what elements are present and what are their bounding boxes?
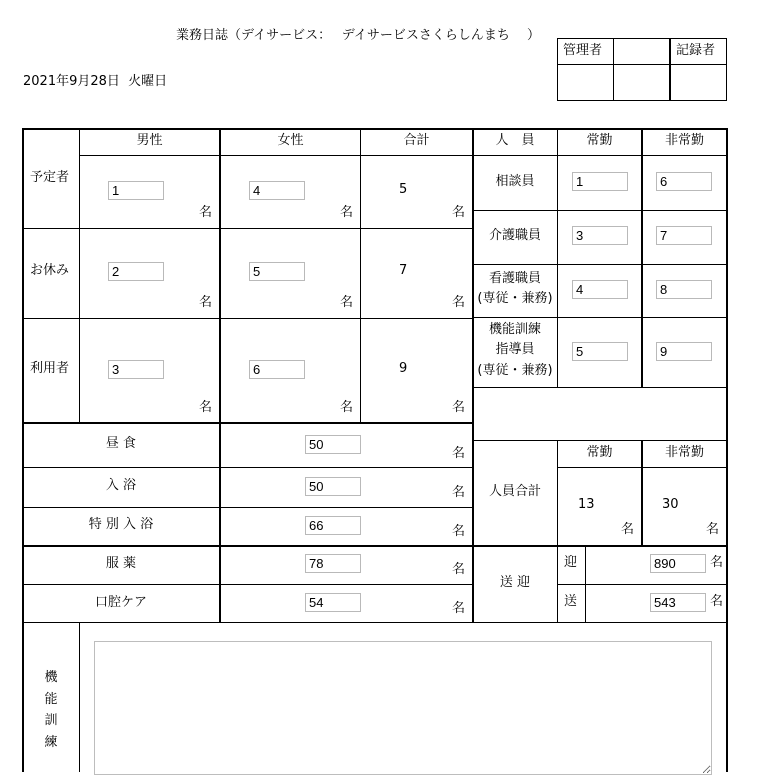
row-label-users: 利用者 <box>30 361 70 376</box>
staff-label-trainer-line3: (専従・兼務) <box>477 363 553 378</box>
staff-label-trainer-line1: 機能訓練 <box>488 322 541 337</box>
row-label-scheduled: 予定者 <box>30 170 70 185</box>
pickup-count-input[interactable] <box>650 554 706 573</box>
counselor-parttime-input[interactable] <box>656 172 712 191</box>
unit-label: 名 <box>340 400 354 415</box>
users-total-value: 9 <box>399 361 408 376</box>
recorder-label: 記録者 <box>676 43 716 58</box>
col-header-total: 合計 <box>403 133 430 148</box>
unit-label: 名 <box>452 562 466 577</box>
caregiver-fulltime-input[interactable] <box>572 226 628 245</box>
unit-label: 名 <box>199 205 213 220</box>
pickup-label: 迎 <box>564 555 578 570</box>
absent-total-value: 7 <box>399 263 408 278</box>
bath-count-input[interactable] <box>305 477 361 496</box>
unit-label: 名 <box>452 524 466 539</box>
service-label-bath: 入 浴 <box>105 478 137 493</box>
manager-label-blank <box>614 39 669 64</box>
staff-header-role: 人 員 <box>495 133 535 148</box>
col-header-male: 男性 <box>136 133 163 148</box>
scheduled-female-input[interactable] <box>249 181 305 200</box>
unit-label: 名 <box>452 400 466 415</box>
training-label-char: 訓 <box>44 713 58 728</box>
unit-label: 名 <box>199 400 213 415</box>
users-male-input[interactable] <box>108 360 164 379</box>
unit-label: 名 <box>621 522 635 537</box>
staff-label-caregiver: 介護職員 <box>488 228 541 243</box>
training-label-char: 能 <box>44 692 58 707</box>
staff-label-trainer-line2: 指導員 <box>495 342 535 357</box>
dropoff-label: 送 <box>564 594 578 609</box>
col-header-female: 女性 <box>277 133 304 148</box>
staff-header-fulltime: 常勤 <box>586 133 613 148</box>
staff-label-nurse-line2: (専従・兼務) <box>477 291 553 306</box>
unit-label: 名 <box>710 594 724 609</box>
unit-label: 名 <box>452 295 466 310</box>
nurse-fulltime-input[interactable] <box>572 280 628 299</box>
medication-count-input[interactable] <box>305 554 361 573</box>
trainer-parttime-input[interactable] <box>656 342 712 361</box>
users-female-input[interactable] <box>249 360 305 379</box>
special-bath-count-input[interactable] <box>305 516 361 535</box>
absent-male-input[interactable] <box>108 262 164 281</box>
unit-label: 名 <box>199 295 213 310</box>
service-label-special-bath: 特 別 入 浴 <box>88 517 154 532</box>
date-text: 2021年9月28日 <box>23 74 120 89</box>
dropoff-count-input[interactable] <box>650 593 706 612</box>
manager-label: 管理者 <box>563 43 603 58</box>
staff-label-nurse-line1: 看護職員 <box>488 271 541 286</box>
unit-label: 名 <box>452 446 466 461</box>
staff-label-counselor: 相談員 <box>495 174 535 189</box>
lunch-count-input[interactable] <box>305 435 361 454</box>
service-label-lunch: 昼 食 <box>105 436 137 451</box>
staff-total-header-fulltime: 常勤 <box>586 445 613 460</box>
unit-label: 名 <box>706 522 720 537</box>
transport-label: 送 迎 <box>499 575 531 590</box>
page-title: 業務日誌（デイサービス： デイサービスさくらしんまち ） <box>176 28 540 43</box>
unit-label: 名 <box>452 205 466 220</box>
service-label-oral-care: 口腔ケア <box>94 595 147 610</box>
training-label-char: 機 <box>44 670 58 685</box>
caregiver-parttime-input[interactable] <box>656 226 712 245</box>
staff-total-fulltime-value: 13 <box>578 497 595 512</box>
service-label-medication: 服 薬 <box>105 556 137 571</box>
absent-female-input[interactable] <box>249 262 305 281</box>
training-notes-textarea[interactable] <box>94 641 712 775</box>
staff-total-header-parttime: 非常勤 <box>664 445 704 460</box>
unit-label: 名 <box>710 555 724 570</box>
oral-care-count-input[interactable] <box>305 593 361 612</box>
unit-label: 名 <box>452 601 466 616</box>
scheduled-total-value: 5 <box>399 182 408 197</box>
staff-header-parttime: 非常勤 <box>664 133 704 148</box>
training-label-char: 練 <box>44 735 58 750</box>
trainer-fulltime-input[interactable] <box>572 342 628 361</box>
report-date <box>23 74 167 90</box>
staff-total-parttime-value: 30 <box>662 497 679 512</box>
unit-label: 名 <box>340 295 354 310</box>
row-label-absent: お休み <box>30 263 70 278</box>
scheduled-male-input[interactable] <box>108 181 164 200</box>
nurse-parttime-input[interactable] <box>656 280 712 299</box>
weekday-text: 火曜日 <box>128 74 168 89</box>
unit-label: 名 <box>452 485 466 500</box>
counselor-fulltime-input[interactable] <box>572 172 628 191</box>
unit-label: 名 <box>340 205 354 220</box>
staff-total-label: 人員合計 <box>488 484 541 499</box>
manager-stamp-cell[interactable] <box>558 65 613 100</box>
recorder-stamp-cell[interactable] <box>671 65 726 100</box>
stamp-cell-blank <box>614 65 669 100</box>
